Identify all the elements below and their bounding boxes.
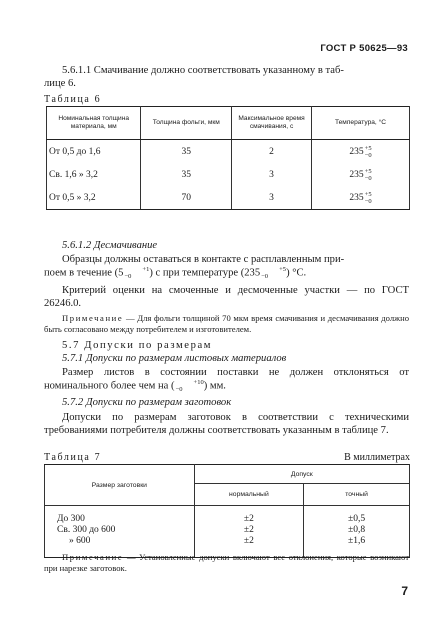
table6-cell-temp [311,140,409,164]
table-row [47,163,410,186]
table6-cell-range: От 0,5 » 3,2 [47,186,141,210]
tol-minus: −0 [175,386,183,393]
table-row [47,186,410,210]
list-item: ±2 [243,525,254,535]
table6-cell-temp [311,163,409,186]
table6-header-temperature: Температура, °С [311,107,409,140]
tol-minus: −0 [364,151,372,159]
table6-header-time: Максимальное время смачивания, с [232,107,312,140]
section-5-6-1-2-text [44,253,409,280]
table6-header-thickness: Номинальная толщина материала, мм [47,107,141,140]
list-item: ±2 [243,514,254,524]
list-item: ±0,5 [348,514,366,524]
paragraph-5-6-1-1-line2: лице 6. [44,78,76,89]
table7-header-tolerance: Допуск [194,465,409,484]
paragraph-5-6-1-1 [44,64,409,90]
table-6 [46,106,410,210]
table7-caption-row [44,452,410,463]
table6-cell-foil: 70 [141,186,232,210]
section-5-7-2-title: 5.7.2 Допуски по размерам заготовок [62,397,232,408]
tol-plus: +1 [142,266,150,273]
tol-minus: −0 [364,174,372,182]
s5612-temp-tolerance [261,266,286,280]
table6-caption-row [44,94,410,105]
section-5-7-2-text: Допуски по размерам заготовок в соответствии с техническими требованиями потребителя должны соответствовать указанным в таблице 7. [44,412,409,436]
table6-temp-value: 235 [349,146,364,157]
list-item: Св. 300 до 600 [57,525,116,535]
table6-cell-range: Св. 1,6 » 3,2 [47,163,141,186]
tol-plus: +5 [364,167,372,175]
note1-label: Примечание [62,313,124,323]
list-item: До 300 [57,514,85,524]
table6-cell-time: 3 [232,186,312,210]
tol-minus: −0 [364,197,372,205]
s571-text-a: Размер листов в состоянии поставки не должен отклоняться от номинального более чем на ( [44,367,409,392]
table-row [47,140,410,164]
s5612-line2a: поем в течение (5 [44,267,124,279]
s571-tolerance [176,379,204,393]
s5612-line2b: ) с при температуре (235 [149,267,261,279]
tol-plus: +5 [364,190,372,198]
table7-normal [194,506,304,558]
table6-cell-time: 2 [232,140,312,164]
list-item: ±0,8 [348,525,366,535]
s5612-criteria: Критерий оценки на смоченные и десмоченные участки — по ГОСТ 26246.0. [44,285,409,309]
s5612-line2c: ) °С. [286,267,307,279]
table6-temp-value: 235 [349,169,364,180]
tol-plus: +10 [193,379,204,386]
table6-cell-temp [311,186,409,210]
table6-temp-tolerance [365,145,372,159]
table6-header-foil: Толщина фольги, мкм [141,107,232,140]
table6-cell-foil: 35 [141,163,232,186]
table6-cell-foil: 35 [141,140,232,164]
note2-label: Примечание [62,552,124,562]
section-5-7-1-title: 5.7.1 Допуски по размерам листовых материалов [62,353,287,364]
tol-plus: +5 [364,144,372,152]
note-2 [44,552,409,574]
s5612-time-tolerance [124,266,149,280]
table6-cell-range: От 0,5 до 1,6 [47,140,141,164]
section-5-7-title [44,339,409,352]
note-1 [44,313,409,335]
list-item: ±2 [243,536,254,546]
table7-precise [304,506,410,558]
s57-title: 5.7 Допуски по размерам [62,340,213,351]
table6-temp-value: 235 [349,192,364,203]
table6-cell-time: 3 [232,163,312,186]
page-number: 7 [401,584,408,598]
section-5-7-1-text [44,366,409,393]
list-item: ±1,6 [348,536,366,546]
document-header: ГОСТ Р 50625—93 [320,43,408,54]
table7-caption: Таблица 7 [44,452,102,463]
note2-text: — Установленные допуски включают все отклонения, которые возникают при нарезке заготовок. [44,552,409,573]
table6-temp-tolerance [365,168,372,182]
tol-minus: −0 [124,273,132,280]
table7-header-precise: точный [304,484,410,506]
tol-plus: +5 [279,266,287,273]
paragraph-5-6-1-1-line1: 5.6.1.1 Смачивание должно соответствовать указанному в таб- [62,65,344,76]
s5612-line1: Образцы должны оставаться в контакте с расплавленным при- [62,254,345,265]
table6-temp-tolerance [365,191,372,205]
table7-header-normal: нормальный [194,484,304,506]
table7-header-size: Размер заготовки [45,465,195,506]
tol-minus: −0 [261,273,269,280]
table-row [45,506,410,558]
table-7 [44,464,410,558]
section-5-6-1-2-title: 5.6.1.2 Десмачивание [62,240,158,251]
s571-text-b: ) мм. [203,380,226,392]
table6-caption: Таблица 6 [44,94,102,105]
table7-units: В миллиметрах [344,452,410,463]
note1-text: — Для фольги толщиной 70 мкм время смачивания и десмачивания должно быть согласовано между потребителем и изготовителем. [44,313,409,334]
list-item: » 600 [69,536,91,546]
table7-sizes [45,506,195,558]
